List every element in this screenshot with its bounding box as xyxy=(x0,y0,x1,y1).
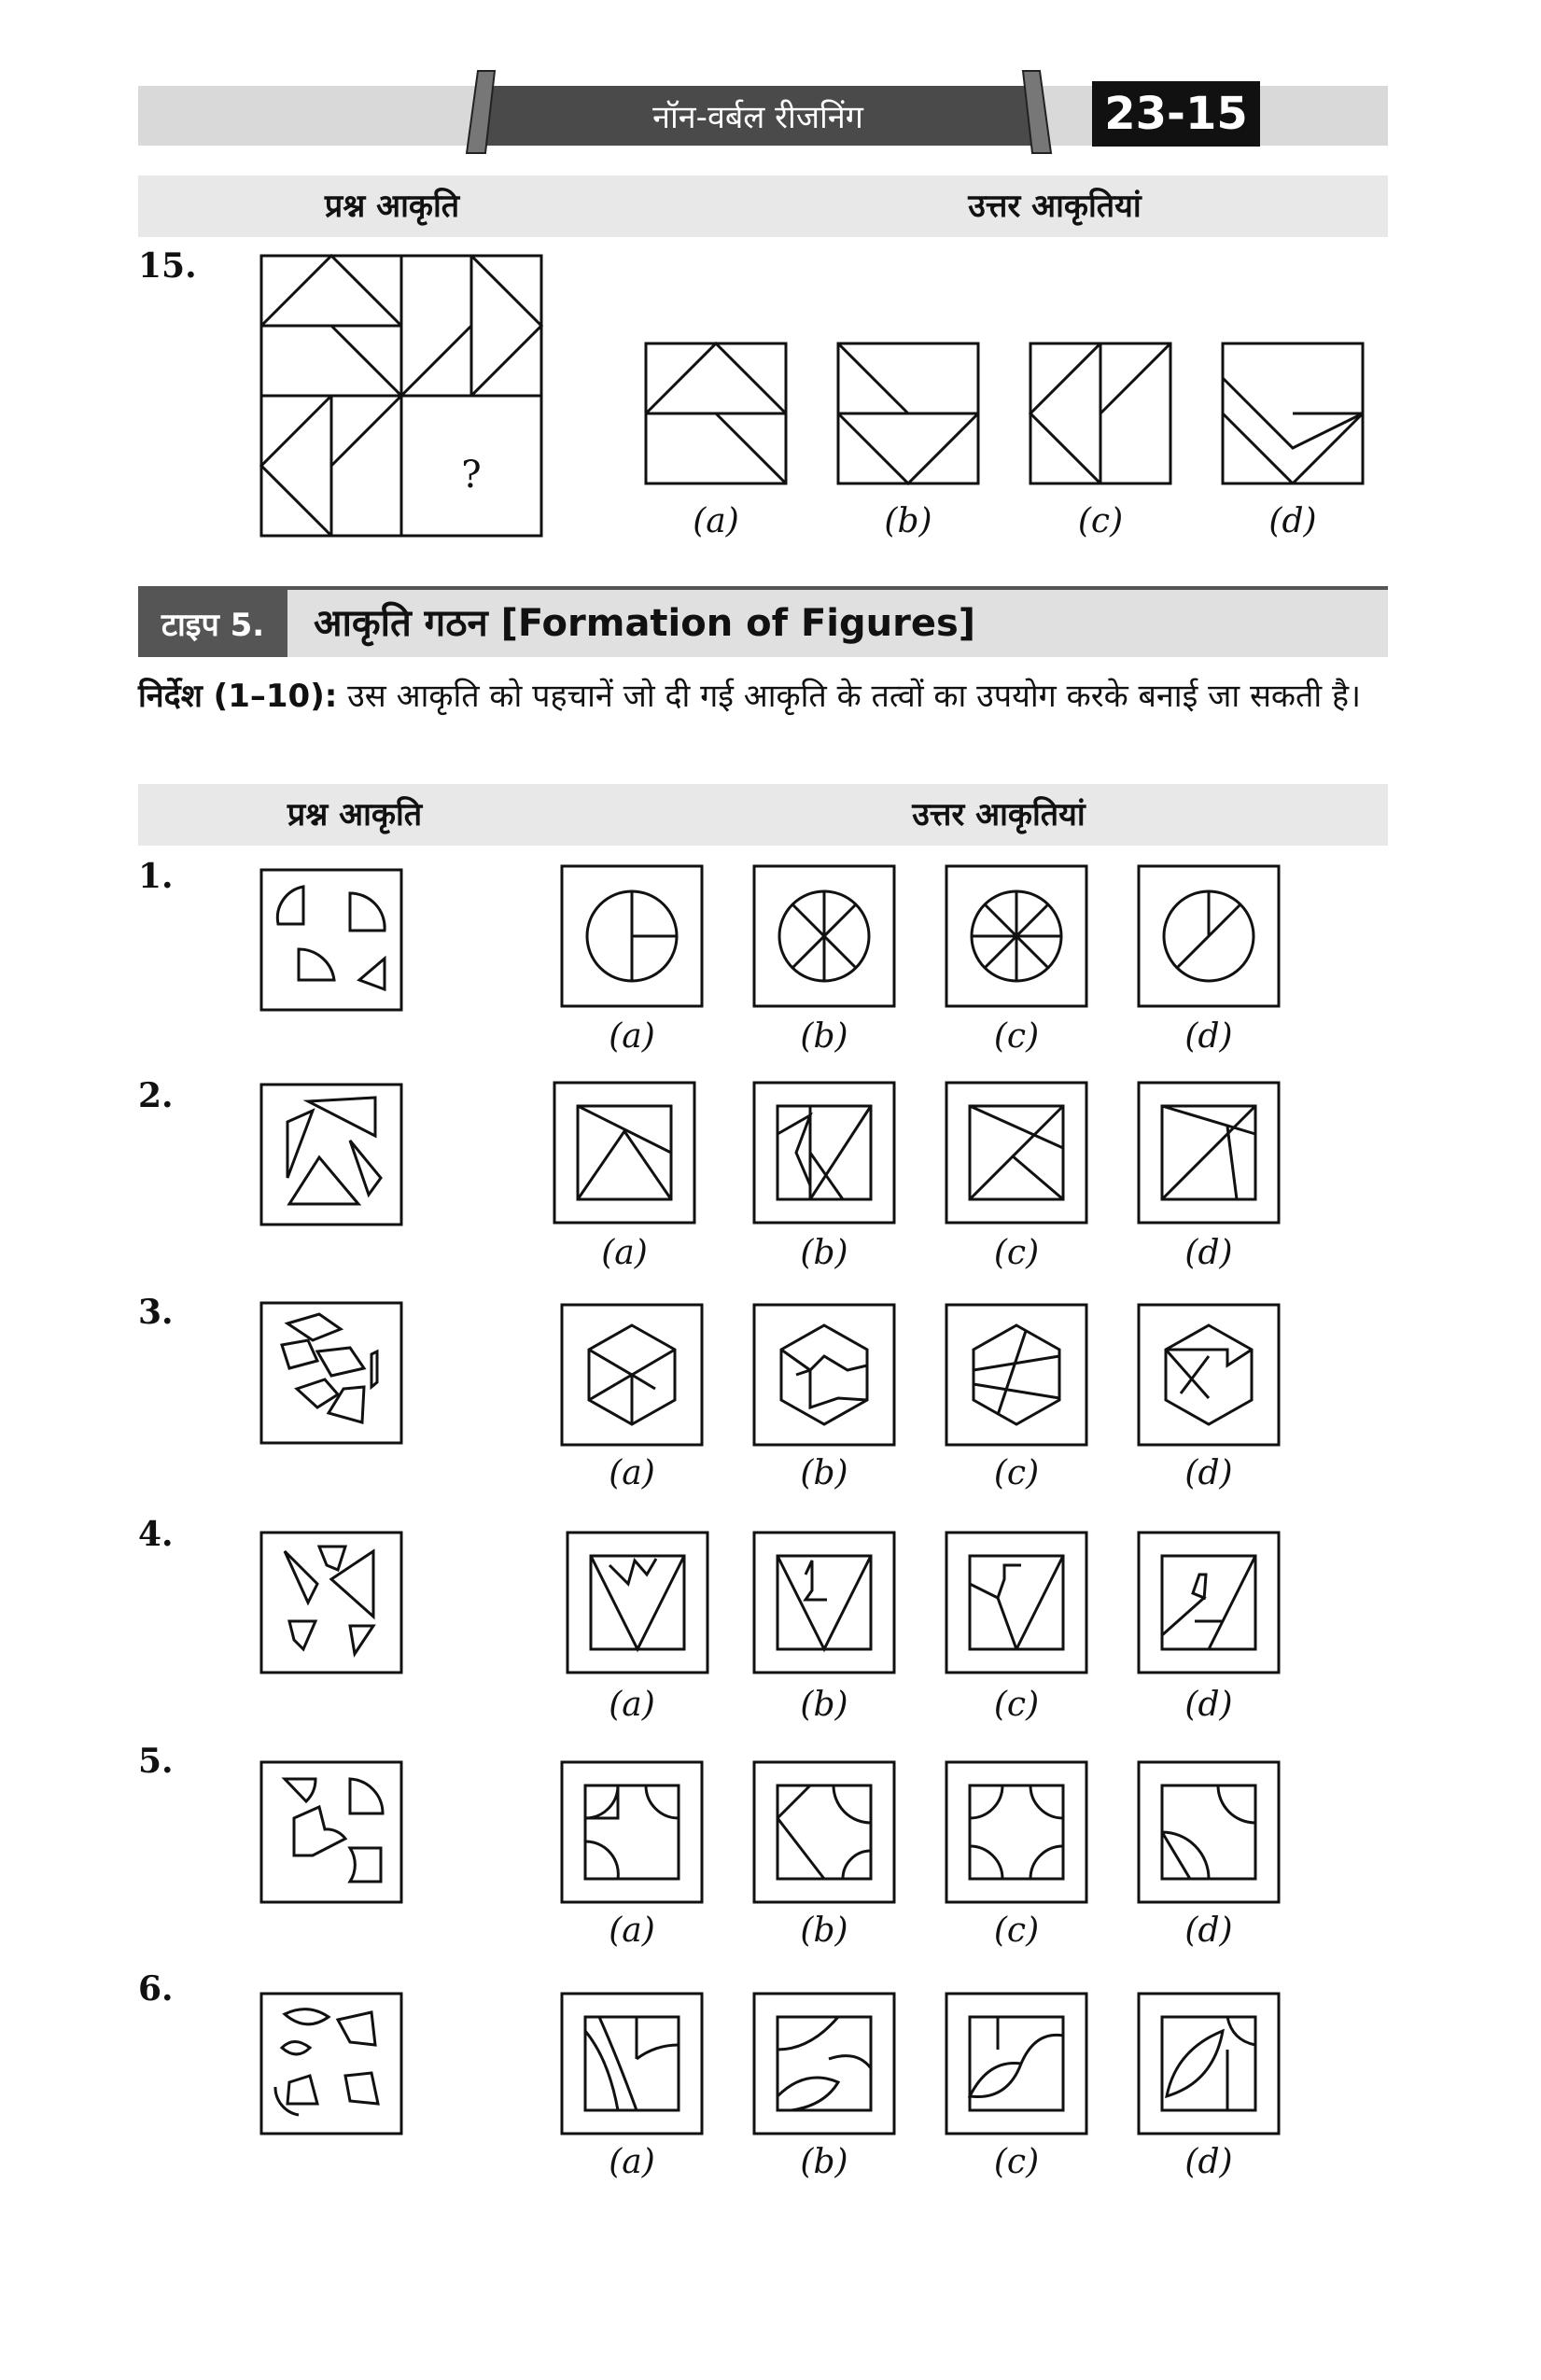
q3-option-c-label[interactable]: (c) xyxy=(993,1454,1040,1492)
q1-option-d-label[interactable]: (d) xyxy=(1184,1017,1233,1056)
q5-option-c-figure[interactable] xyxy=(946,1762,1086,1902)
q5-option-a-figure[interactable] xyxy=(562,1762,702,1902)
q1-option-a-label[interactable]: (a) xyxy=(609,1017,655,1056)
q3-option-b-figure[interactable] xyxy=(754,1305,894,1445)
q15-option-c-figure[interactable] xyxy=(1030,343,1170,483)
answers-column-label: उत्तर आकृतियां xyxy=(912,796,1086,833)
q4-option-a-figure[interactable] xyxy=(567,1533,707,1673)
q5-option-d-label[interactable]: (d) xyxy=(1184,1911,1233,1950)
directions-text: उस आकृति को पहचानें जो दी गई आकृति के तत्वों का उपयोग करके बनाई जा सकती है। xyxy=(347,678,1361,715)
q5-option-d-figure[interactable] xyxy=(1139,1762,1279,1902)
q3-option-a-label[interactable]: (a) xyxy=(609,1454,655,1492)
q15-option-b-figure[interactable] xyxy=(838,343,978,483)
q5-option-a-label[interactable]: (a) xyxy=(609,1911,655,1950)
q6-option-d-label[interactable]: (d) xyxy=(1184,2143,1233,2181)
q3-option-d-figure[interactable] xyxy=(1139,1305,1279,1445)
q15-option-a-label[interactable]: (a) xyxy=(693,502,739,540)
q1-option-b-figure[interactable] xyxy=(754,866,894,1006)
q4-option-b-figure[interactable] xyxy=(754,1533,894,1673)
q4-option-a-label[interactable]: (a) xyxy=(609,1686,655,1724)
q5-option-c-label[interactable]: (c) xyxy=(993,1911,1040,1950)
q4-option-c-label[interactable]: (c) xyxy=(993,1686,1040,1724)
q4-question-figure xyxy=(261,1533,401,1673)
q2-option-c-label[interactable]: (c) xyxy=(993,1234,1040,1272)
q1-option-c-figure[interactable] xyxy=(946,866,1086,1006)
q1-option-a-figure[interactable] xyxy=(562,866,702,1006)
q5-question-figure xyxy=(261,1762,401,1902)
directions xyxy=(138,670,1388,722)
q15-option-c-label[interactable]: (c) xyxy=(1077,502,1124,540)
q15-option-b-label[interactable]: (b) xyxy=(884,502,932,540)
top-answers-column-label: उत्तर आकृतियां xyxy=(968,188,1142,225)
q5-option-b-figure[interactable] xyxy=(754,1762,894,1902)
question-number: 6. xyxy=(138,1969,174,2009)
q4-option-d-figure[interactable] xyxy=(1139,1533,1279,1673)
question-number: 5. xyxy=(138,1742,174,1781)
question-number: 1. xyxy=(138,857,174,896)
q4-option-c-figure[interactable] xyxy=(946,1533,1086,1673)
question-number: 2. xyxy=(138,1076,174,1115)
section-title: आकृति गठन [Formation of Figures] xyxy=(314,602,976,645)
q2-option-d-figure[interactable] xyxy=(1139,1083,1279,1223)
q3-question-figure xyxy=(261,1303,401,1443)
q3-option-b-label[interactable]: (b) xyxy=(800,1454,848,1492)
q15-option-d-label[interactable]: (d) xyxy=(1268,502,1317,540)
q2-question-figure xyxy=(261,1085,401,1225)
missing-figure-mark: ? xyxy=(461,454,482,497)
q2-option-b-label[interactable]: (b) xyxy=(800,1234,848,1272)
directions-label: निर्देश (1–10): xyxy=(138,678,338,715)
q2-option-b-figure[interactable] xyxy=(754,1083,894,1223)
q3-option-a-figure[interactable] xyxy=(562,1305,702,1445)
q6-option-a-label[interactable]: (a) xyxy=(609,2143,655,2181)
q15-option-d-figure[interactable] xyxy=(1223,343,1363,483)
q6-option-b-figure[interactable] xyxy=(754,1994,894,2134)
q1-option-c-label[interactable]: (c) xyxy=(993,1017,1040,1056)
q4-option-d-label[interactable]: (d) xyxy=(1184,1686,1233,1724)
q5-option-b-label[interactable]: (b) xyxy=(800,1911,848,1950)
q1-option-d-figure[interactable] xyxy=(1139,866,1279,1006)
top-question-column-label: प्रश्न आकृति xyxy=(324,188,460,225)
question-number: 15. xyxy=(138,246,197,286)
q6-option-b-label[interactable]: (b) xyxy=(800,2143,848,2181)
section-type-badge: टाइप 5. xyxy=(138,590,287,657)
question-number: 3. xyxy=(138,1293,174,1332)
q2-option-a-figure[interactable] xyxy=(554,1083,694,1223)
q6-option-d-figure[interactable] xyxy=(1139,1994,1279,2134)
question-number: 4. xyxy=(138,1515,174,1554)
q2-option-c-figure[interactable] xyxy=(946,1083,1086,1223)
question-column-label: प्रश्न आकृति xyxy=(287,796,423,833)
q15-option-a-figure[interactable] xyxy=(646,343,786,483)
q1-option-b-label[interactable]: (b) xyxy=(800,1017,848,1056)
q6-option-c-label[interactable]: (c) xyxy=(993,2143,1040,2181)
q3-option-d-label[interactable]: (d) xyxy=(1184,1454,1233,1492)
q4-option-b-label[interactable]: (b) xyxy=(800,1686,848,1724)
q6-option-c-figure[interactable] xyxy=(946,1994,1086,2134)
q6-question-figure xyxy=(261,1994,401,2134)
q2-option-d-label[interactable]: (d) xyxy=(1184,1234,1233,1272)
header-title: नॉन-वर्बल रीजनिंग xyxy=(652,99,863,136)
page-number: 23-15 xyxy=(1092,81,1260,147)
q15-question-figure xyxy=(261,256,541,536)
q3-option-c-figure[interactable] xyxy=(946,1305,1086,1445)
q2-option-a-label[interactable]: (a) xyxy=(601,1234,648,1272)
q1-question-figure xyxy=(261,870,401,1010)
q6-option-a-figure[interactable] xyxy=(562,1994,702,2134)
